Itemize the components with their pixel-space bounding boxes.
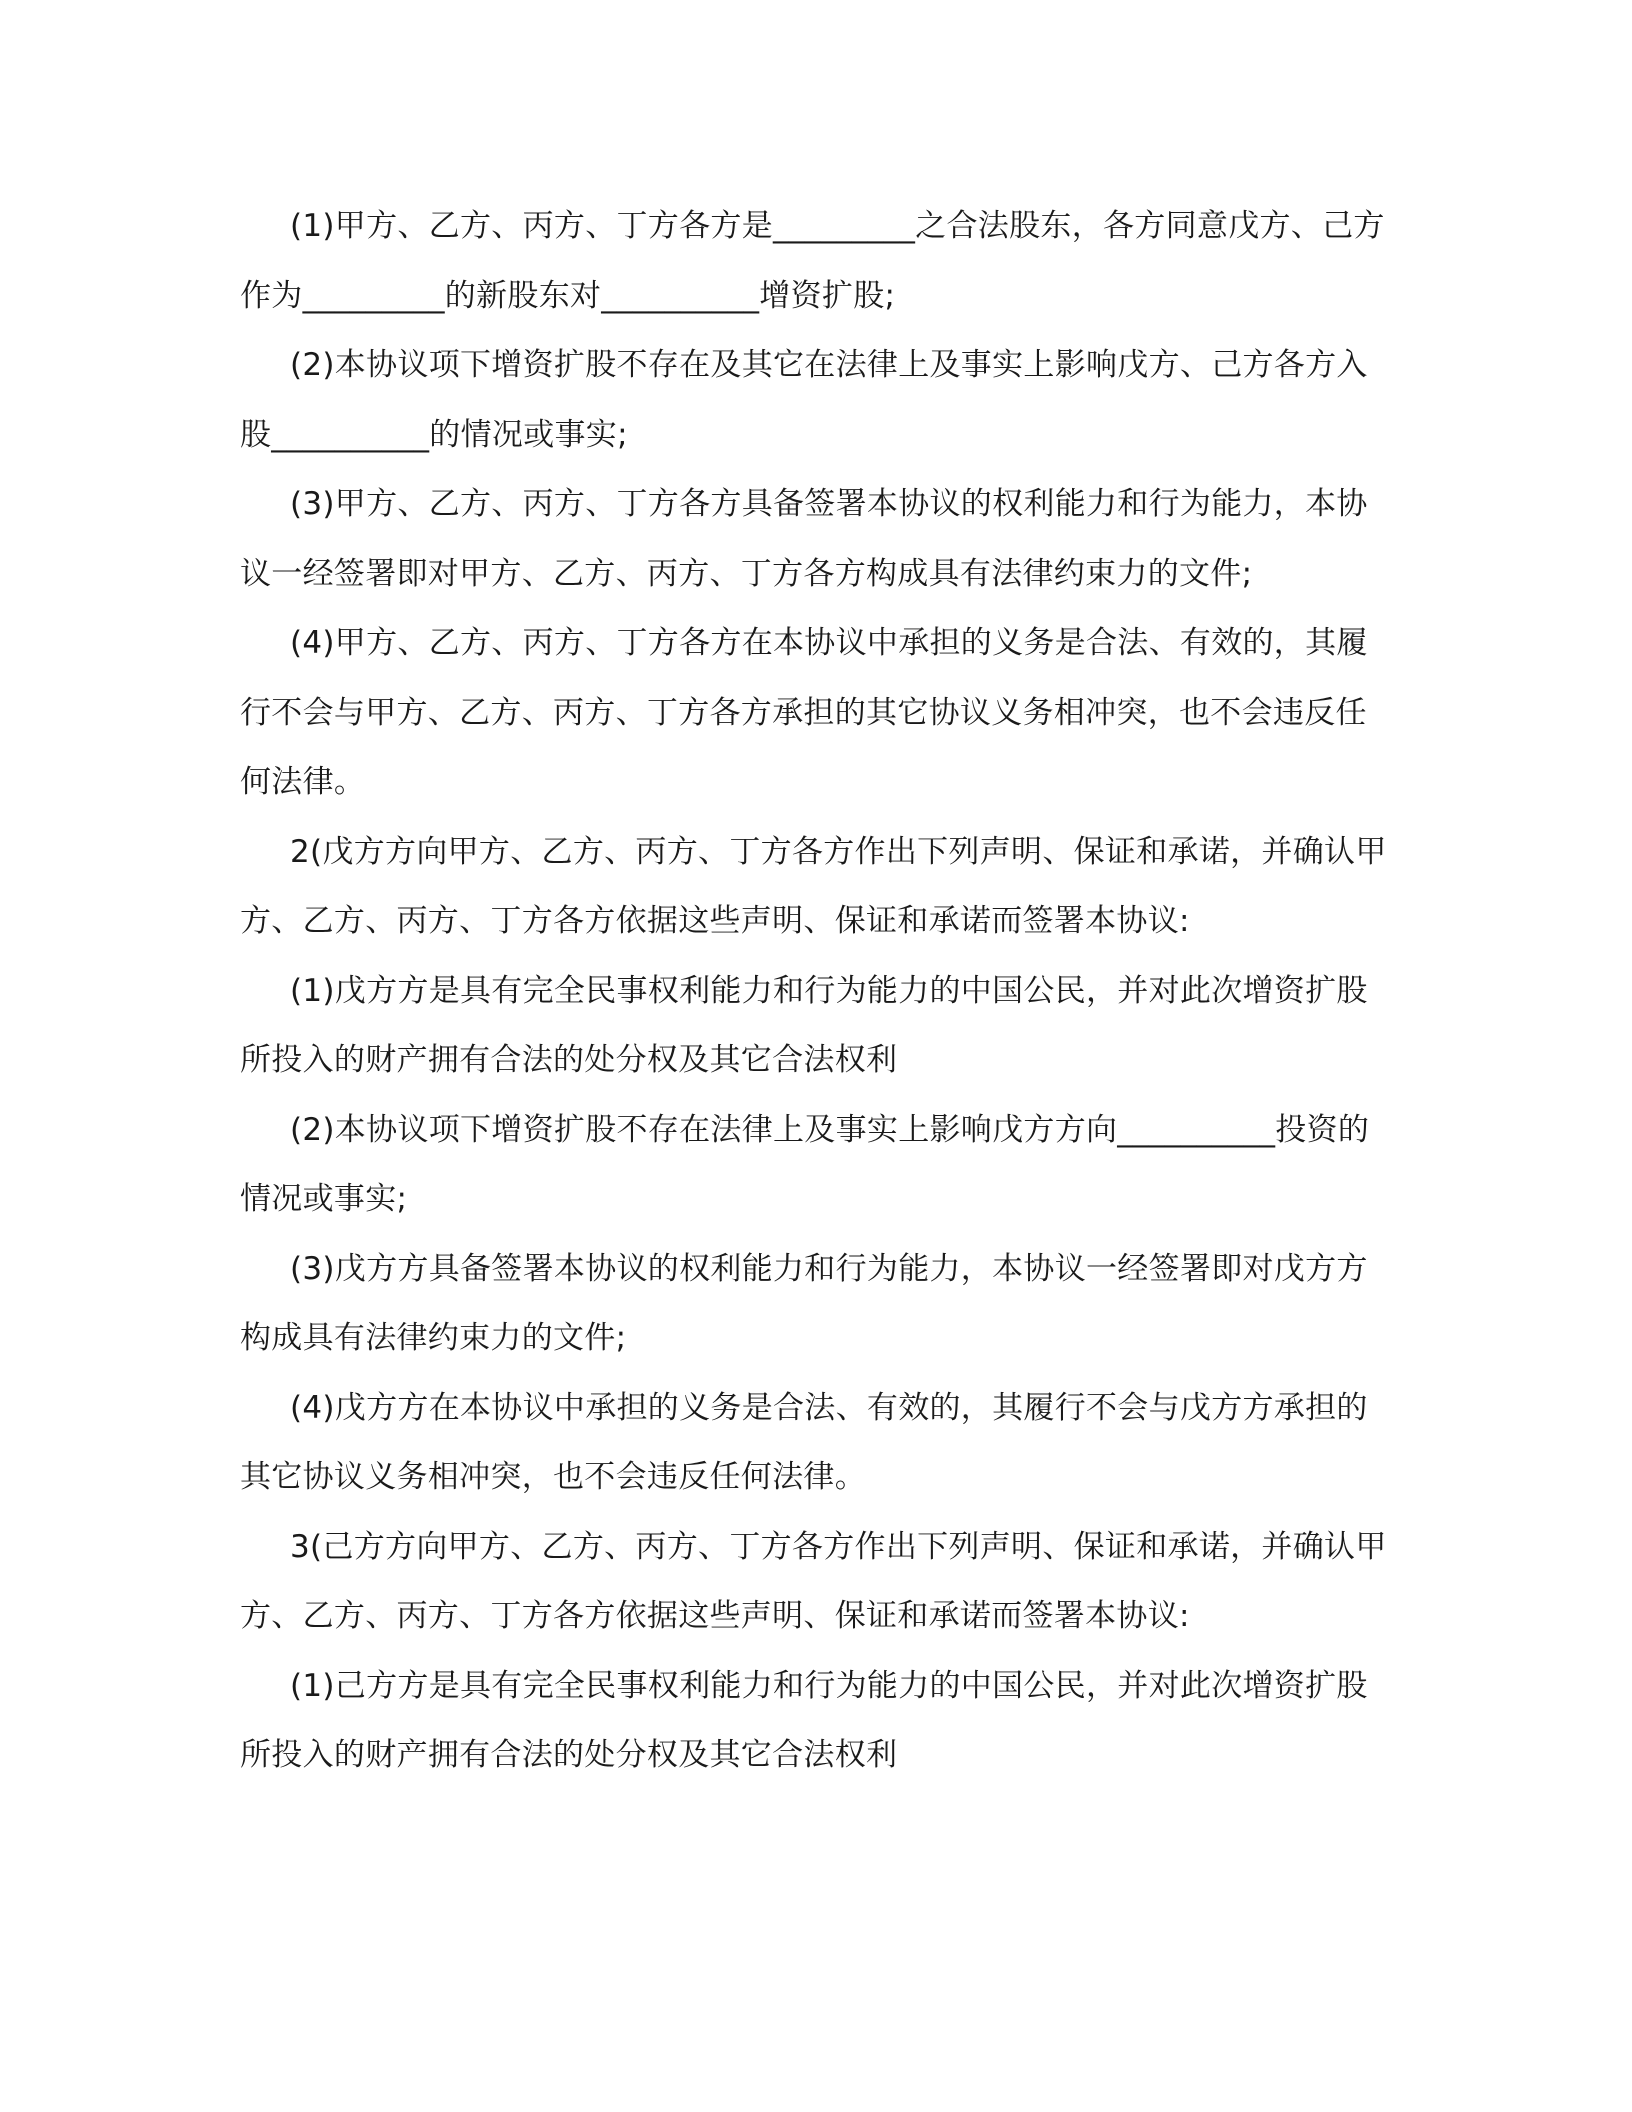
paragraph-9: (4)戊方方在本协议中承担的义务是合法、有效的，其履行不会与戊方方承担的其它协议义务相冲突，也不会违反任何法律。 bbox=[240, 1389, 1368, 1495]
paragraph-1: (1)甲方、乙方、丙方、丁方各方是_________之合法股东，各方同意戊方、己方作为_________的新股东对__________增资扩股; bbox=[240, 208, 1385, 314]
paragraph-3: (3)甲方、乙方、丙方、丁方各方具备签署本协议的权利能力和行为能力，本协议一经签署即对甲方、乙方、丙方、丁方各方构成具有法律约束力的文件; bbox=[240, 486, 1368, 592]
document-body bbox=[240, 192, 1390, 1791]
paragraph-8: (3)戊方方具备签署本协议的权利能力和行为能力，本协议一经签署即对戊方方构成具有法律约束力的文件; bbox=[240, 1250, 1368, 1356]
paragraph-5: 2(戊方方向甲方、乙方、丙方、丁方各方作出下列声明、保证和承诺，并确认甲方、乙方、丙方、丁方各方依据这些声明、保证和承诺而签署本协议: bbox=[240, 833, 1387, 939]
paragraph-2: (2)本协议项下增资扩股不存在及其它在法律上及事实上影响戊方、己方各方入股__________的情况或事实; bbox=[240, 347, 1368, 453]
paragraph-6: (1)戊方方是具有完全民事权利能力和行为能力的中国公民，并对此次增资扩股所投入的财产拥有合法的处分权及其它合法权利 bbox=[240, 972, 1368, 1078]
paragraph-11: (1)己方方是具有完全民事权利能力和行为能力的中国公民，并对此次增资扩股所投入的财产拥有合法的处分权及其它合法权利 bbox=[240, 1667, 1368, 1773]
paragraph-4: (4)甲方、乙方、丙方、丁方各方在本协议中承担的义务是合法、有效的，其履行不会与甲方、乙方、丙方、丁方各方承担的其它协议义务相冲突，也不会违反任何法律。 bbox=[240, 625, 1368, 800]
paragraph-10: 3(己方方向甲方、乙方、丙方、丁方各方作出下列声明、保证和承诺，并确认甲方、乙方、丙方、丁方各方依据这些声明、保证和承诺而签署本协议: bbox=[240, 1528, 1387, 1634]
paragraph-7: (2)本协议项下增资扩股不存在法律上及事实上影响戊方方向__________投资的情况或事实; bbox=[240, 1111, 1370, 1217]
